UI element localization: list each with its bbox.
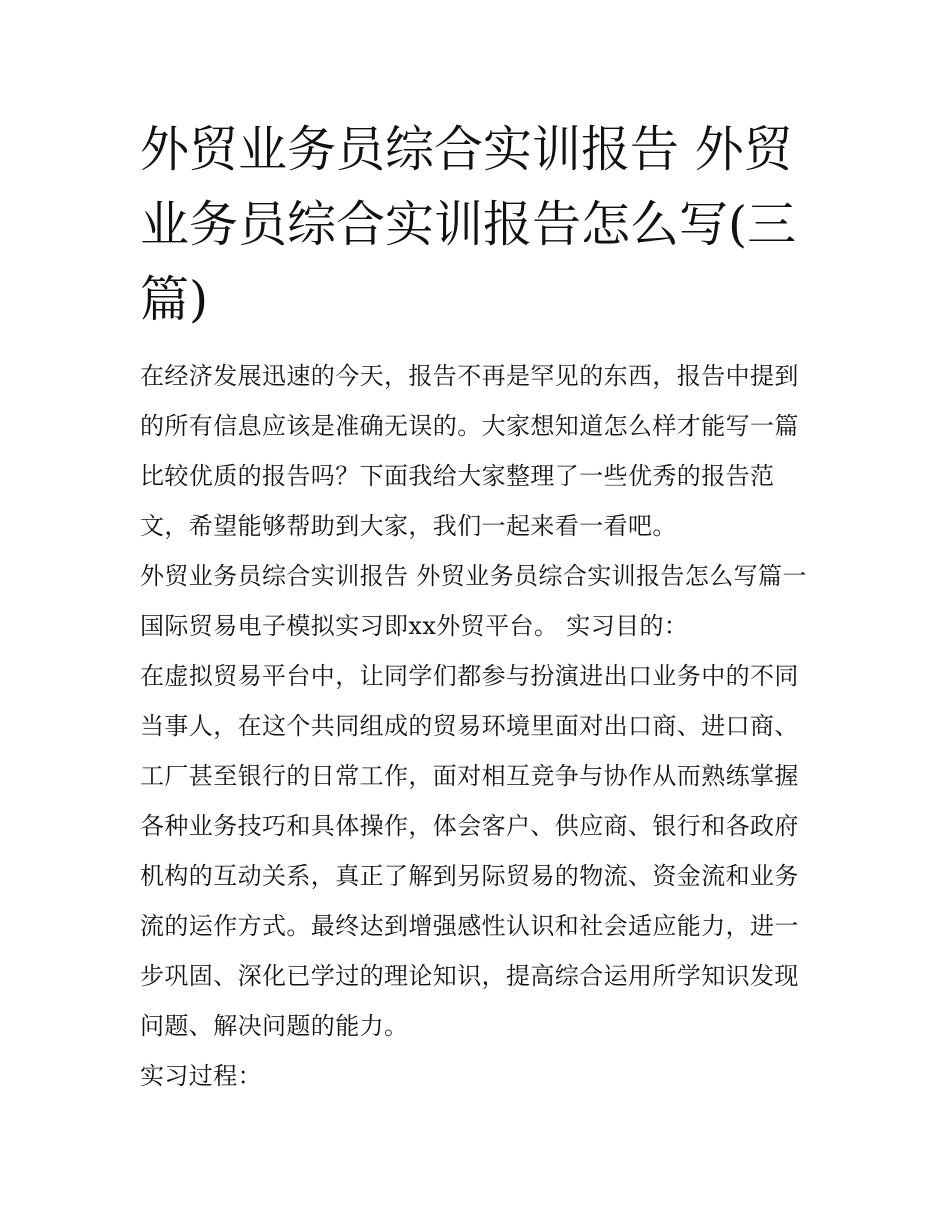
- document-title: 外贸业务员综合实训报告 外贸业务员综合实训报告怎么写(三篇): [140, 121, 797, 328]
- process-heading: 实习过程：: [140, 1062, 262, 1090]
- document-body: [140, 112, 815, 1101]
- purpose-paragraph: 在虚拟贸易平台中，让同学们都参与扮演进出口业务中的不同当事人，在这个共同组成的贸易环境里面对出口商、进口商、工厂甚至银行的日常工作，面对相互竞争与协作从而熟练掌握各种业务技巧和具体操作，体会客户、供应商、银行和各政府机构的互动关系，真正了解到另际贸易的物流、资金流和业务流的运作方式。最终达到增强感性认识和社会适应能力，进一步巩固、深化已学过的理论知识，提高综合运用所学知识发现问题、解决问题的能力。: [140, 662, 799, 1040]
- intro-paragraph: 在经济发展迅速的今天，报告不再是罕见的东西，报告中提到的所有信息应该是准确无误的。大家想知道怎么样才能写一篇比较优质的报告吗？下面我给大家整理了一些优秀的报告范文，希望能够帮助到大家，我们一起来看一看吧。: [140, 362, 799, 540]
- section-heading-paragraph: 外贸业务员综合实训报告 外贸业务员综合实训报告怎么写篇一 国际贸易电子模拟实习即xx外贸平台。 实习目的：: [140, 562, 807, 640]
